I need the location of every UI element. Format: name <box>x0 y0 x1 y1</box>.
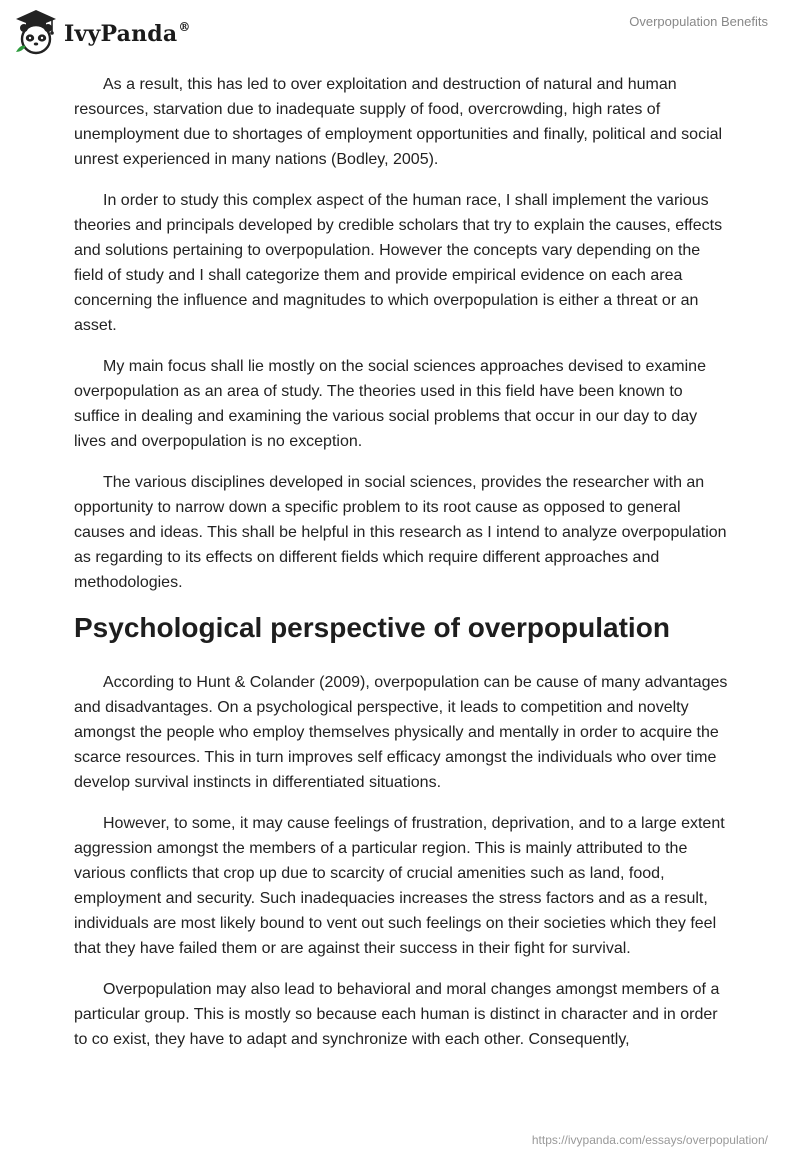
section-heading: Psychological perspective of overpopulation <box>74 612 670 643</box>
document-title: Overpopulation Benefits <box>629 14 768 29</box>
brand-name-text: IvyPanda <box>64 21 178 47</box>
page-header <box>0 0 800 66</box>
paragraph: However, to some, it may cause feelings of frustration, deprivation, and to a large extent aggression amongst the members of a particular region. This is mainly attributed to the various conflicts that crop up due to scarcity of crucial amenities such as land, food, employment and security. Such inadequacies increases the stress factors and as a result, individuals are most likely bound to vent out such feelings on their societies which they feel that they have failed them or are against their success in their fight for survival. <box>74 815 725 957</box>
paragraph: As a result, this has led to over exploitation and destruction of natural and human resources, starvation due to inadequate supply of food, overcrowding, high rates of unemployment due to shortages of employment opportunities and finally, political and social unrest experienced in many nations (Bodley, 2005). <box>74 76 723 168</box>
brand-logo[interactable] <box>14 8 191 56</box>
brand-name <box>64 21 191 47</box>
panda-graduate-icon <box>14 8 58 56</box>
paragraph: According to Hunt & Colander (2009), overpopulation can be cause of many advantages and disadvantages. On a psychological perspective, it leads to competition and novelty amongst the people who employ themselves physically and mentally in order to acquire the scarce resources. This in turn improves self efficacy amongst the individuals who over time develop survival instincts in differentiated situations. <box>74 674 728 791</box>
paragraph: Overpopulation may also lead to behavioral and moral changes amongst members of a particular group. This is mostly so because each human is distinct in character and in order to co exist, they have to adapt and synchronize with each other. Consequently, <box>74 981 720 1048</box>
essay-content <box>74 72 730 1068</box>
source-url[interactable]: https://ivypanda.com/essays/overpopulation/ <box>531 1133 768 1147</box>
paragraph: My main focus shall lie mostly on the social sciences approaches devised to examine overpopulation as an area of study. The theories used in this field have been known to suffice in dealing and examining the various social problems that occur in our day to day lives and overpopulation is no exception. <box>74 358 706 450</box>
registered-mark: ® <box>178 19 191 34</box>
paragraph: In order to study this complex aspect of the human race, I shall implement the various theories and principals developed by credible scholars that try to explain the causes, effects and solutions pertaining to overpopulation. However the concepts vary depending on the field of study and I shall categorize them and provide empirical evidence on each area concerning the influence and magnitudes to which overpopulation is either a threat or an asset. <box>74 192 723 334</box>
paragraph: The various disciplines developed in social sciences, provides the researcher with an opportunity to narrow down a specific problem to its root cause as opposed to general causes and ideas. This shall be helpful in this research as I intend to analyze overpopulation as regarding to its effects on different fields which require different approaches and methodologies. <box>74 474 727 591</box>
